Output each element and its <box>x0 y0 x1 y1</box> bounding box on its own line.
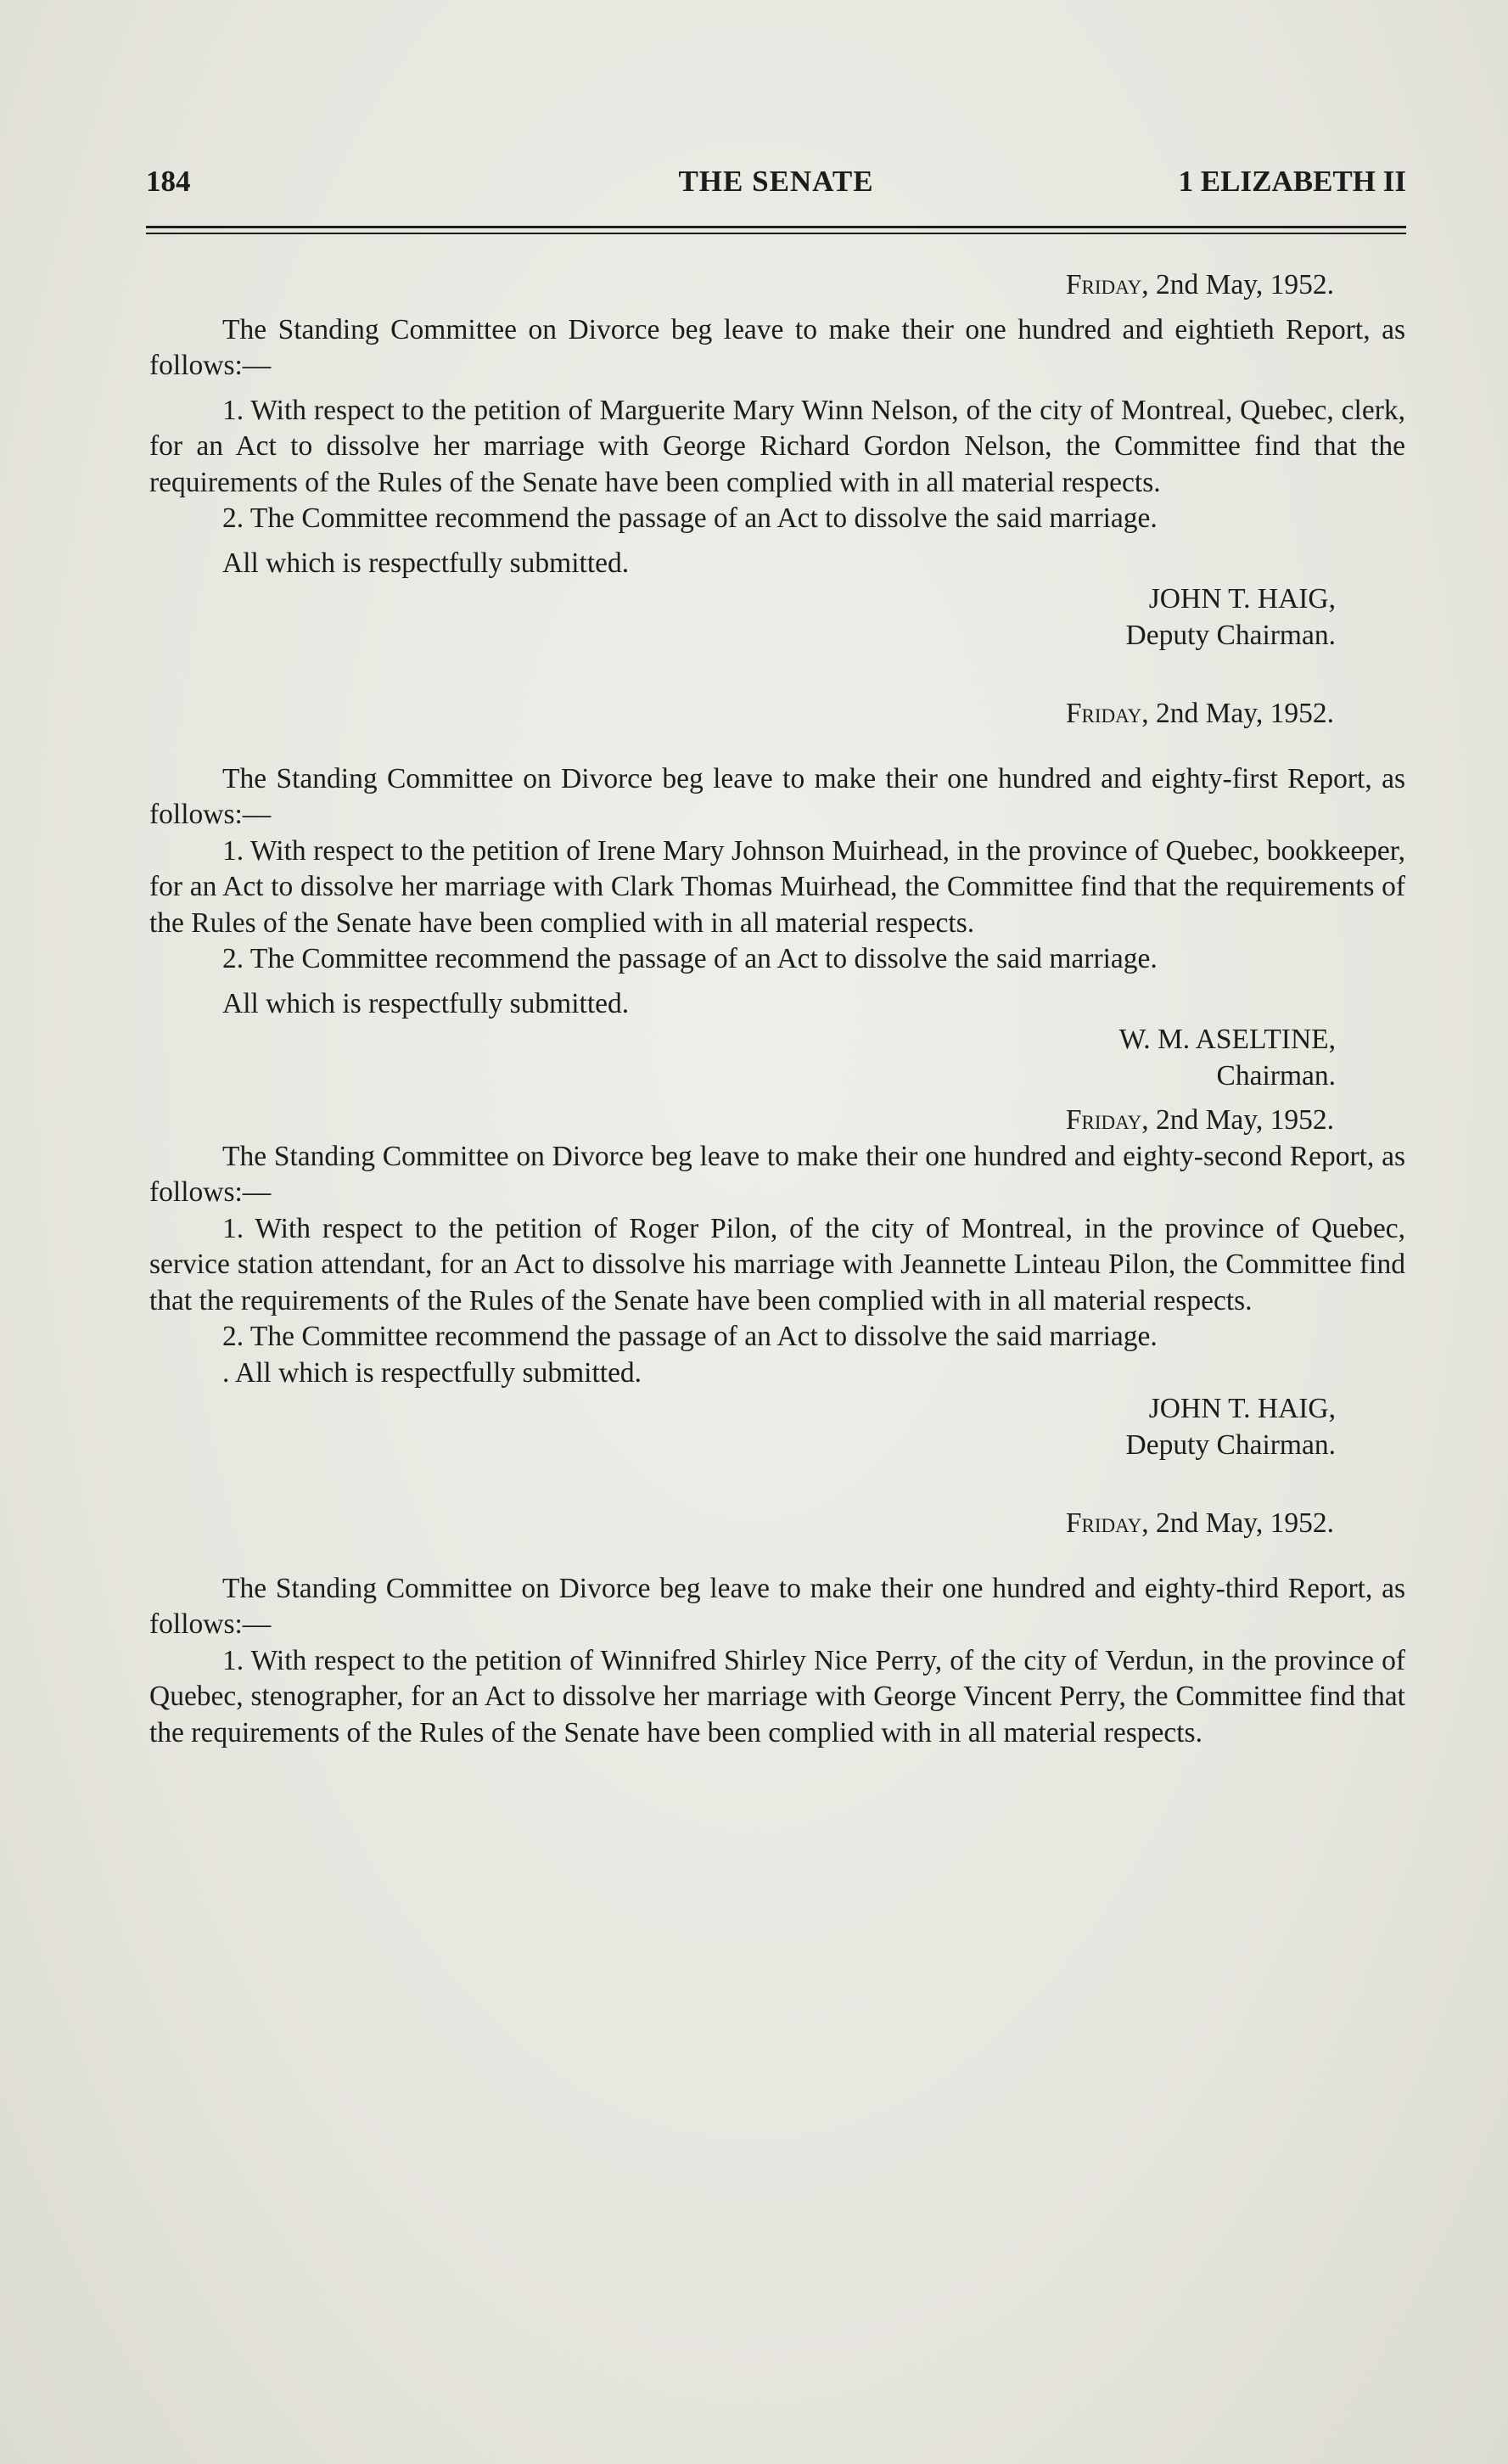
report-item-2: 2. The Committee recommend the passage of an Act to dissolve the said marriage. <box>222 502 1158 534</box>
header-rule-top <box>146 226 1406 228</box>
report-date: Friday, 2nd May, 1952. <box>1065 698 1334 729</box>
reign-label: 1 ELIZABETH II <box>1178 165 1406 198</box>
report-closing: All which is respectfully submitted. <box>222 547 630 579</box>
report-closing: . All which is respectfully submitted. <box>222 1356 642 1389</box>
signatory-role: Deputy Chairman. <box>1125 1428 1336 1461</box>
signatory-name: JOHN T. HAIG, <box>1148 1393 1336 1424</box>
signatory-role: Deputy Chairman. <box>1125 619 1336 651</box>
signatory-name: W. M. ASELTINE, <box>1118 1024 1336 1055</box>
report-date: Friday, 2nd May, 1952. <box>1065 1104 1334 1136</box>
report-date: Friday, 2nd May, 1952. <box>1065 1507 1334 1539</box>
header-rule-bottom <box>146 233 1406 234</box>
report-item-2: 2. The Committee recommend the passage of an Act to dissolve the said marriage. <box>222 943 1158 974</box>
report-181 <box>149 696 1405 1094</box>
report-item-1: 1. With respect to the petition of Irene Mary Johnson Muirhead, in the province of Quebec, bookkeeper, for an Act to dissolve her marriage with Clark Thomas Muirhead, the Committee find that the requirements of the Rules of the Senate have been complied with in all material respects. <box>149 834 1405 939</box>
report-intro: The Standing Committee on Divorce beg leave to make their one hundred and eighty-third Report, as follows:— <box>149 1572 1405 1640</box>
report-180 <box>149 267 1405 654</box>
page-body <box>149 267 1405 1751</box>
page-number: 184 <box>146 165 191 198</box>
report-closing: All which is respectfully submitted. <box>222 987 630 1019</box>
report-intro: The Standing Committee on Divorce beg leave to make their one hundred and eightieth Report, as follows:— <box>149 313 1405 381</box>
report-183 <box>149 1506 1405 1751</box>
report-item-1: 1. With respect to the petition of Marguerite Mary Winn Nelson, of the city of Montreal, Quebec, clerk, for an Act to dissolve her marriage with George Richard Gordon Nelson, the Committee find that the requirements of the Rules of the Senate have been complied with in all material respects. <box>149 394 1405 498</box>
page-title: THE SENATE <box>678 165 874 198</box>
page-header <box>146 158 1406 205</box>
report-intro: The Standing Committee on Divorce beg leave to make their one hundred and eighty-first Report, as follows:— <box>149 762 1405 830</box>
signatory-role: Chairman. <box>1216 1059 1336 1092</box>
signatory-name: JOHN T. HAIG, <box>1148 583 1336 615</box>
report-item-2: 2. The Committee recommend the passage of an Act to dissolve the said marriage. <box>222 1321 1158 1352</box>
report-intro: The Standing Committee on Divorce beg leave to make their one hundred and eighty-second Report, as follows:— <box>149 1140 1405 1208</box>
report-182 <box>149 1103 1405 1463</box>
report-item-1: 1. With respect to the petition of Winnifred Shirley Nice Perry, of the city of Verdun, in the province of Quebec, stenographer, for an Act to dissolve her marriage with George Vincent Perry, the Committee find that the requirements of the Rules of the Senate have been complied with in all material respects. <box>149 1644 1405 1748</box>
report-item-1: 1. With respect to the petition of Roger Pilon, of the city of Montreal, in the province of Quebec, service station attendant, for an Act to dissolve his marriage with Jeannette Linteau Pilon, the Committee find that the requirements of the Rules of the Senate have been complied with in all material respects. <box>149 1212 1405 1316</box>
report-date: Friday, 2nd May, 1952. <box>1065 269 1334 300</box>
